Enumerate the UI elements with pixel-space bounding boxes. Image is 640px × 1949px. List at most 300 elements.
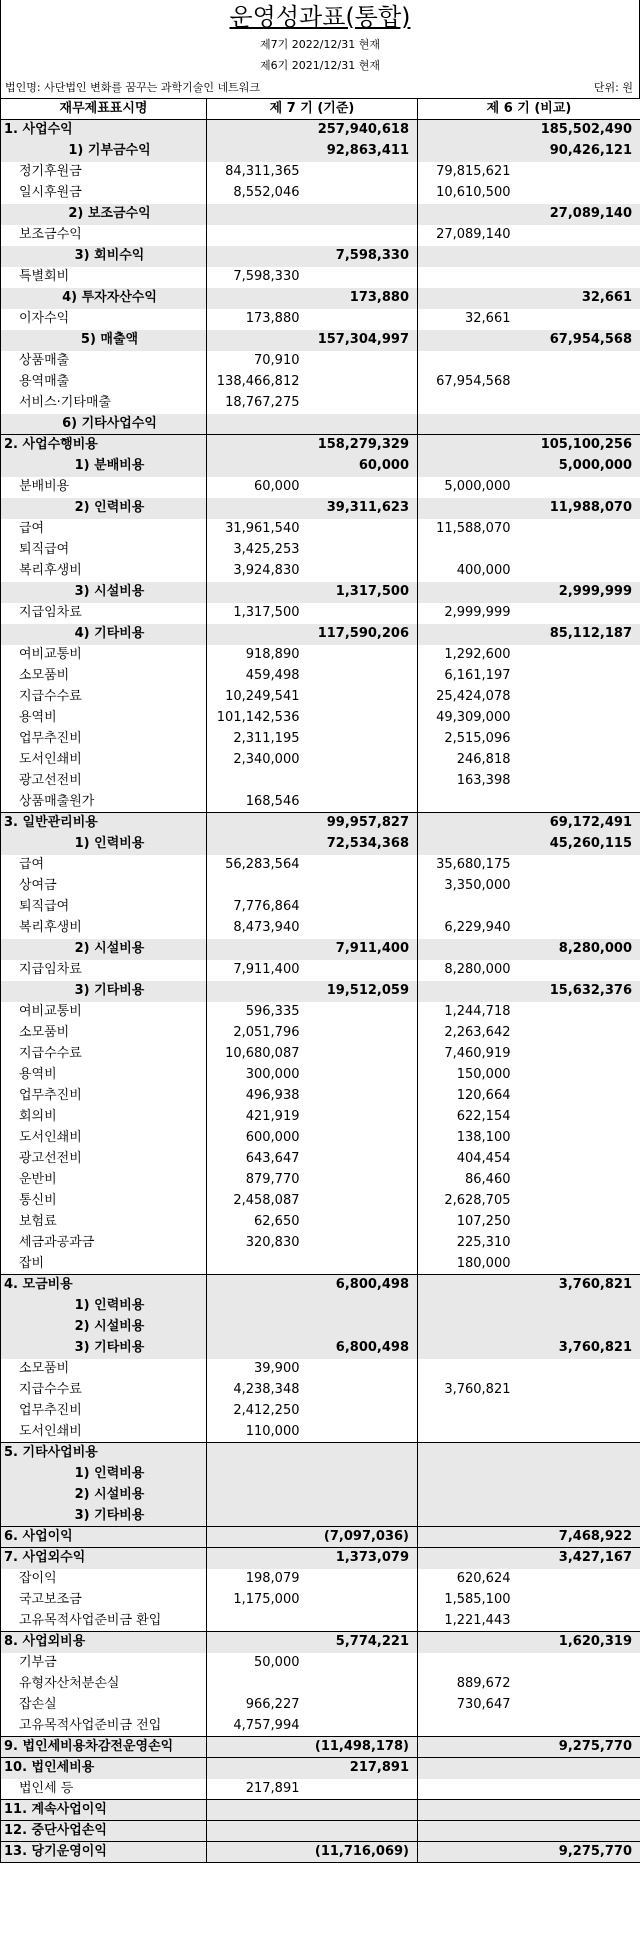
current-total: 92,863,411 [310, 141, 418, 162]
current-detail [207, 1464, 310, 1485]
table-row [1, 750, 640, 771]
prior-total [521, 267, 640, 288]
prior-total [521, 1149, 640, 1170]
current-total [310, 1359, 418, 1380]
current-total [310, 1695, 418, 1716]
prior-detail [418, 351, 521, 372]
subsection-row [1, 624, 640, 645]
prior-detail: 11,588,070 [418, 519, 521, 540]
current-detail [207, 120, 310, 141]
prior-total [521, 1695, 640, 1716]
current-total [310, 729, 418, 750]
prior-detail: 163,398 [418, 771, 521, 792]
section-row [1, 1800, 640, 1821]
current-detail: 84,311,365 [207, 162, 310, 183]
prior-total [521, 414, 640, 435]
prior-total: 32,661 [521, 288, 640, 309]
prior-total: 185,502,490 [521, 120, 640, 141]
current-total [310, 1212, 418, 1233]
prior-total [521, 1800, 640, 1821]
current-total [310, 519, 418, 540]
row-label: 국고보조금 [1, 1590, 207, 1611]
current-total: 158,279,329 [310, 435, 418, 456]
table-row [1, 225, 640, 246]
row-label: 분배비용 [1, 477, 207, 498]
current-total [310, 1569, 418, 1590]
row-label: 상품매출원가 [1, 792, 207, 813]
current-total [310, 897, 418, 918]
prior-detail [418, 393, 521, 414]
current-total: 99,957,827 [310, 813, 418, 834]
current-total: 257,940,618 [310, 120, 418, 141]
current-detail: 643,647 [207, 1149, 310, 1170]
prior-detail [418, 897, 521, 918]
prior-total [521, 1590, 640, 1611]
prior-detail [418, 834, 521, 855]
table-row [1, 162, 640, 183]
prior-detail [418, 1485, 521, 1506]
unit-label: 단위: 원 [593, 81, 633, 94]
current-detail: 10,249,541 [207, 687, 310, 708]
row-label: 여비교통비 [1, 1002, 207, 1023]
prior-total: 2,999,999 [521, 582, 640, 603]
current-total [310, 1317, 418, 1338]
current-detail [207, 1317, 310, 1338]
current-detail [207, 1275, 310, 1296]
current-total [310, 561, 418, 582]
current-total [310, 1002, 418, 1023]
prior-total [521, 372, 640, 393]
prior-total [521, 771, 640, 792]
subsection-row [1, 456, 640, 477]
current-detail [207, 1800, 310, 1821]
prior-detail [418, 1359, 521, 1380]
current-detail [207, 435, 310, 456]
current-detail [207, 246, 310, 267]
table-row [1, 603, 640, 624]
current-total [310, 1506, 418, 1527]
row-label: 보조금수익 [1, 225, 207, 246]
prior-detail: 2,263,642 [418, 1023, 521, 1044]
row-label: 운반비 [1, 1170, 207, 1191]
current-detail [207, 1632, 310, 1653]
table-row [1, 1065, 640, 1086]
current-total [310, 1065, 418, 1086]
current-detail [207, 225, 310, 246]
row-label: 일시후원금 [1, 183, 207, 204]
prior-detail: 67,954,568 [418, 372, 521, 393]
current-total [310, 1023, 418, 1044]
current-detail: 3,425,253 [207, 540, 310, 561]
prior-detail: 7,460,919 [418, 1044, 521, 1065]
current-detail: 1,317,500 [207, 603, 310, 624]
table-row [1, 1107, 640, 1128]
table-row [1, 1653, 640, 1674]
row-label: 7. 사업외수익 [1, 1548, 207, 1569]
prior-detail [418, 1317, 521, 1338]
table-row [1, 792, 640, 813]
row-label: 지급수수료 [1, 1380, 207, 1401]
prior-total [521, 1401, 640, 1422]
current-total: 72,534,368 [310, 834, 418, 855]
prior-detail: 8,280,000 [418, 960, 521, 981]
current-detail [207, 1548, 310, 1569]
prior-total [521, 1296, 640, 1317]
current-total [310, 1422, 418, 1443]
prior-total [521, 561, 640, 582]
prior-total [521, 1023, 640, 1044]
current-total: 1,317,500 [310, 582, 418, 603]
prior-total [521, 477, 640, 498]
row-label: 용역비 [1, 708, 207, 729]
table-row [1, 876, 640, 897]
prior-detail [418, 1401, 521, 1422]
subsection-row [1, 1317, 640, 1338]
prior-total [521, 1233, 640, 1254]
current-total [310, 960, 418, 981]
table-row [1, 855, 640, 876]
row-label: 상여금 [1, 876, 207, 897]
current-detail [207, 939, 310, 960]
prior-total [521, 876, 640, 897]
prior-total: 105,100,256 [521, 435, 640, 456]
current-total [310, 309, 418, 330]
table-row [1, 351, 640, 372]
table-row [1, 393, 640, 414]
row-label: 소모품비 [1, 1023, 207, 1044]
subsection-row [1, 981, 640, 1002]
row-label: 1. 사업수익 [1, 120, 207, 141]
current-detail: 110,000 [207, 1422, 310, 1443]
prior-detail: 27,089,140 [418, 225, 521, 246]
current-detail [207, 498, 310, 519]
row-label: 지급임차료 [1, 603, 207, 624]
current-detail: 56,283,564 [207, 855, 310, 876]
current-detail [207, 624, 310, 645]
subsection-row [1, 204, 640, 225]
row-label: 업무추진비 [1, 1401, 207, 1422]
current-total [310, 477, 418, 498]
current-total: 5,774,221 [310, 1632, 418, 1653]
table-row [1, 477, 640, 498]
prior-detail: 6,161,197 [418, 666, 521, 687]
current-total [310, 1821, 418, 1842]
current-total [310, 414, 418, 435]
row-label: 지급임차료 [1, 960, 207, 981]
prior-total [521, 1317, 640, 1338]
row-label: 서비스·기타매출 [1, 393, 207, 414]
prior-total [521, 1506, 640, 1527]
current-total [310, 708, 418, 729]
current-detail [207, 582, 310, 603]
current-detail [207, 1506, 310, 1527]
table-row [1, 960, 640, 981]
current-detail: 2,458,087 [207, 1191, 310, 1212]
current-detail: 3,924,830 [207, 561, 310, 582]
prior-total [521, 1443, 640, 1464]
current-detail: 496,938 [207, 1086, 310, 1107]
header-current: 제 7 기 (기준) [207, 99, 418, 120]
prior-detail: 25,424,078 [418, 687, 521, 708]
current-total [310, 1380, 418, 1401]
section-row [1, 1737, 640, 1758]
current-detail: 7,776,864 [207, 897, 310, 918]
current-total: 6,800,498 [310, 1275, 418, 1296]
prior-detail [418, 1548, 521, 1569]
row-label: 2) 시설비용 [1, 939, 207, 960]
row-label: 광고선전비 [1, 771, 207, 792]
table-row [1, 1779, 640, 1800]
prior-total [521, 309, 640, 330]
table-row [1, 1401, 640, 1422]
current-total: 157,304,997 [310, 330, 418, 351]
row-label: 유형자산처분손실 [1, 1674, 207, 1695]
current-total: (7,097,036) [310, 1527, 418, 1548]
prior-total: 11,988,070 [521, 498, 640, 519]
current-detail: 600,000 [207, 1128, 310, 1149]
prior-detail [418, 1464, 521, 1485]
prior-total [521, 1002, 640, 1023]
prior-detail [418, 435, 521, 456]
section-row [1, 1632, 640, 1653]
row-label: 3) 기타비용 [1, 981, 207, 1002]
prior-detail [418, 1422, 521, 1443]
prior-total [521, 162, 640, 183]
table-row [1, 771, 640, 792]
current-total [310, 1653, 418, 1674]
prior-detail: 404,454 [418, 1149, 521, 1170]
prior-total: 69,172,491 [521, 813, 640, 834]
table-row [1, 708, 640, 729]
prior-total: 8,280,000 [521, 939, 640, 960]
prior-total: 15,632,376 [521, 981, 640, 1002]
prior-detail: 889,672 [418, 1674, 521, 1695]
row-label: 1) 인력비용 [1, 1464, 207, 1485]
table-row [1, 1716, 640, 1737]
row-label: 13. 당기운영이익 [1, 1842, 207, 1863]
page-title: 운영성과표(통합) [0, 0, 640, 34]
table-row [1, 1254, 640, 1275]
current-detail: 50,000 [207, 1653, 310, 1674]
table-row [1, 918, 640, 939]
current-detail: 4,238,348 [207, 1380, 310, 1401]
prior-detail [418, 981, 521, 1002]
current-detail: 4,757,994 [207, 1716, 310, 1737]
table-row [1, 1023, 640, 1044]
row-label: 3) 기타비용 [1, 1506, 207, 1527]
section-row [1, 1821, 640, 1842]
current-detail: 173,880 [207, 309, 310, 330]
statement-table [0, 98, 640, 1863]
prior-total: 9,275,770 [521, 1737, 640, 1758]
current-detail: 459,498 [207, 666, 310, 687]
prior-total [521, 1254, 640, 1275]
table-row [1, 1170, 640, 1191]
table-row [1, 1149, 640, 1170]
current-total [310, 876, 418, 897]
prior-total [521, 1128, 640, 1149]
row-label: 3) 기타비용 [1, 1338, 207, 1359]
row-label: 2) 보조금수익 [1, 204, 207, 225]
prior-detail [418, 246, 521, 267]
prior-total [521, 708, 640, 729]
prior-total [521, 855, 640, 876]
prior-total [521, 1170, 640, 1191]
prior-detail [418, 939, 521, 960]
row-label: 도서인쇄비 [1, 1422, 207, 1443]
row-label: 회의비 [1, 1107, 207, 1128]
current-detail: 70,910 [207, 351, 310, 372]
current-total [310, 1086, 418, 1107]
current-detail: 879,770 [207, 1170, 310, 1191]
section-row [1, 435, 640, 456]
meta-row [0, 76, 640, 98]
entity-name: 법인명: 사단법인 변화를 꿈꾸는 과학기술인 네트워크 [5, 81, 260, 94]
section-row [1, 1443, 640, 1464]
prior-total [521, 666, 640, 687]
prior-total [521, 540, 640, 561]
current-detail [207, 1611, 310, 1632]
prior-detail [418, 1758, 521, 1779]
prior-detail: 138,100 [418, 1128, 521, 1149]
current-detail: 217,891 [207, 1779, 310, 1800]
prior-detail: 180,000 [418, 1254, 521, 1275]
current-total [310, 1779, 418, 1800]
prior-total: 27,089,140 [521, 204, 640, 225]
header-item: 재무제표표시명 [1, 99, 207, 120]
current-detail: 10,680,087 [207, 1044, 310, 1065]
row-label: 급여 [1, 855, 207, 876]
current-total [310, 771, 418, 792]
prior-total [521, 1674, 640, 1695]
table-row [1, 372, 640, 393]
prior-total [521, 1485, 640, 1506]
current-detail [207, 1527, 310, 1548]
prior-detail [418, 1296, 521, 1317]
current-total [310, 1044, 418, 1065]
current-total [310, 750, 418, 771]
current-total: 7,598,330 [310, 246, 418, 267]
prior-total: 85,112,187 [521, 624, 640, 645]
current-total [310, 1254, 418, 1275]
prior-detail [418, 1338, 521, 1359]
table-row [1, 519, 640, 540]
row-label: 고유목적사업준비금 전입 [1, 1716, 207, 1737]
current-detail [207, 771, 310, 792]
current-total [310, 1464, 418, 1485]
prior-total [521, 1422, 640, 1443]
section-row [1, 1527, 640, 1548]
prior-total: 5,000,000 [521, 456, 640, 477]
table-row [1, 897, 640, 918]
table-row [1, 267, 640, 288]
row-label: 8. 사업외비용 [1, 1632, 207, 1653]
prior-detail: 6,229,940 [418, 918, 521, 939]
row-label: 업무추진비 [1, 729, 207, 750]
current-total [310, 1233, 418, 1254]
table-row [1, 1611, 640, 1632]
current-detail: 8,473,940 [207, 918, 310, 939]
row-label: 통신비 [1, 1191, 207, 1212]
current-detail [207, 1842, 310, 1863]
prior-detail [418, 1443, 521, 1464]
prior-total [521, 1653, 640, 1674]
current-total [310, 645, 418, 666]
current-detail: 31,961,540 [207, 519, 310, 540]
prior-total [521, 897, 640, 918]
prior-detail [418, 267, 521, 288]
prior-total [521, 1107, 640, 1128]
table-row [1, 561, 640, 582]
prior-detail [418, 141, 521, 162]
current-detail: 2,412,250 [207, 1401, 310, 1422]
current-detail: 320,830 [207, 1233, 310, 1254]
current-detail: 18,767,275 [207, 393, 310, 414]
table-row [1, 1695, 640, 1716]
current-total [310, 267, 418, 288]
current-detail: 421,919 [207, 1107, 310, 1128]
current-total [310, 1296, 418, 1317]
current-total [310, 1611, 418, 1632]
current-total [310, 225, 418, 246]
prior-total [521, 603, 640, 624]
current-detail [207, 876, 310, 897]
prior-detail [418, 582, 521, 603]
row-label: 복리후생비 [1, 561, 207, 582]
row-label: 5. 기타사업비용 [1, 1443, 207, 1464]
prior-total: 9,275,770 [521, 1842, 640, 1863]
table-row [1, 1590, 640, 1611]
prior-detail: 2,515,096 [418, 729, 521, 750]
row-label: 3. 일반관리비용 [1, 813, 207, 834]
subsection-row [1, 1506, 640, 1527]
prior-detail [418, 540, 521, 561]
prior-total [521, 183, 640, 204]
statement-body [1, 120, 640, 1863]
current-total [310, 603, 418, 624]
header-row [1, 99, 640, 120]
row-label: 4) 기타비용 [1, 624, 207, 645]
current-detail: 8,552,046 [207, 183, 310, 204]
prior-detail: 3,350,000 [418, 876, 521, 897]
period-prior: 제6기 2021/12/31 현재 [0, 55, 640, 76]
current-total [310, 183, 418, 204]
current-detail: 300,000 [207, 1065, 310, 1086]
table-row [1, 1128, 640, 1149]
row-label: 보험료 [1, 1212, 207, 1233]
section-row [1, 1758, 640, 1779]
prior-detail [418, 1779, 521, 1800]
prior-detail [418, 1716, 521, 1737]
section-row [1, 1275, 640, 1296]
section-row [1, 813, 640, 834]
current-detail [207, 813, 310, 834]
current-total [310, 1800, 418, 1821]
row-label: 도서인쇄비 [1, 750, 207, 771]
prior-total: 7,468,922 [521, 1527, 640, 1548]
subsection-row [1, 1338, 640, 1359]
row-label: 법인세 등 [1, 1779, 207, 1800]
prior-total [521, 687, 640, 708]
current-total [310, 1191, 418, 1212]
prior-detail: 32,661 [418, 309, 521, 330]
prior-detail: 400,000 [418, 561, 521, 582]
prior-total [521, 1716, 640, 1737]
row-label: 지급수수료 [1, 687, 207, 708]
prior-total: 3,760,821 [521, 1338, 640, 1359]
table-row [1, 1422, 640, 1443]
prior-total [521, 645, 640, 666]
